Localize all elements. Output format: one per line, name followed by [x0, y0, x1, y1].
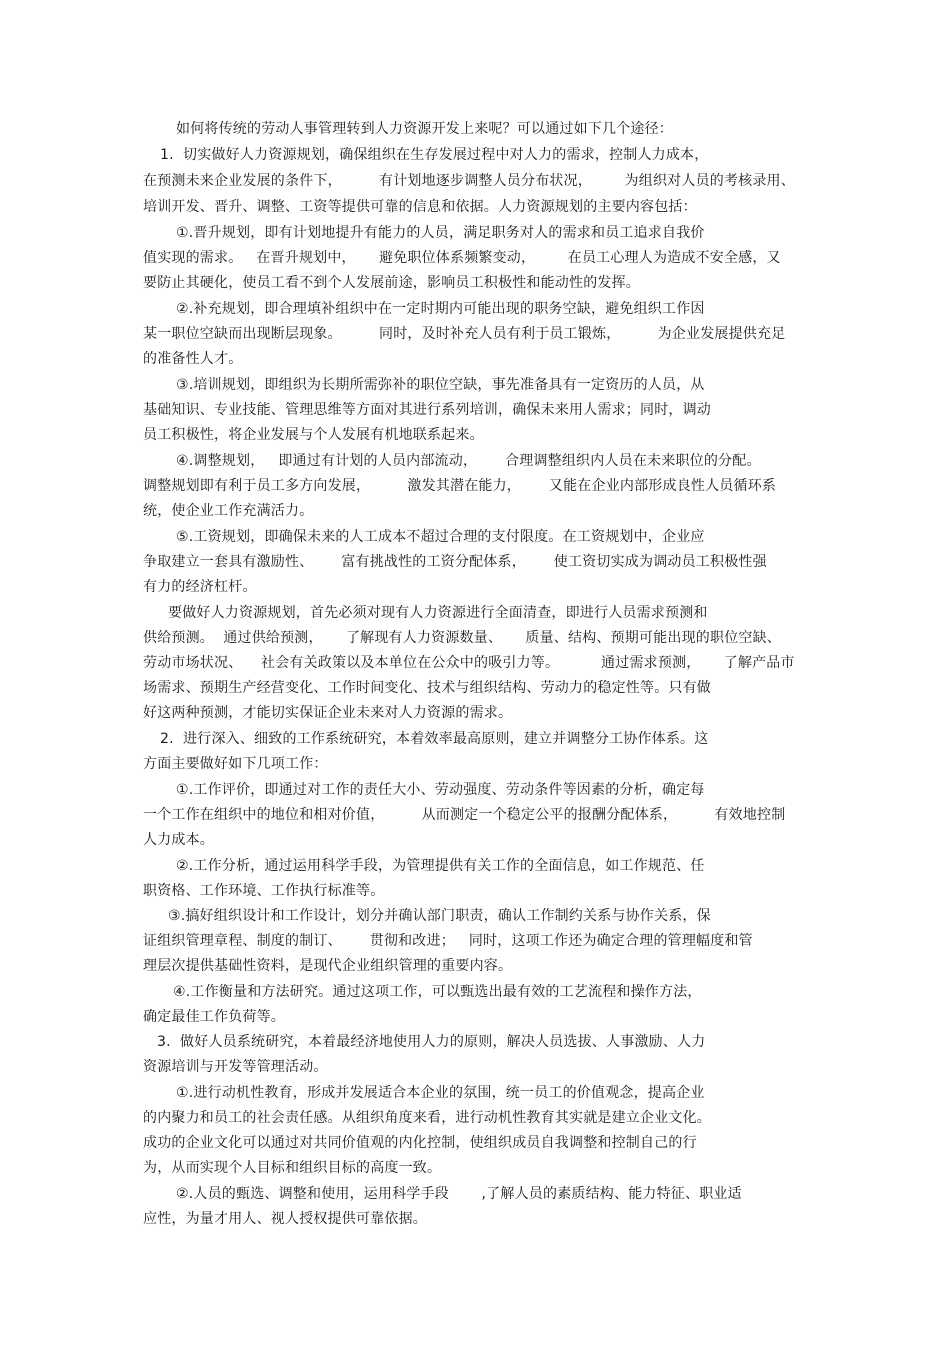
text-line: 如何将传统的劳动人事管理转到人力资源开发上来呢？可以通过如下几个途径： — [176, 121, 673, 137]
text-line: 有力的经济杠杆。 — [143, 579, 257, 595]
text-line: 2. 进行深入、细致的工作系统研究，本着效率最高原则，建立并调整分工协作体系。这 — [160, 731, 709, 747]
text-line: ③.培训规划，即组织为长期所需弥补的职位空缺，事先准备具有一定资历的人员，从 — [176, 377, 705, 393]
text-line: 的准备性人才。 — [143, 351, 243, 367]
text-line: 争取建立一套具有激励性、 富有挑战性的工资分配体系， 使工资切实成为调动员工积极性强 — [143, 554, 767, 570]
text-line: 某一职位空缺而出现断层现象。 同时，及时补充人员有利于员工锻炼， 为企业发展提供充足 — [143, 326, 786, 342]
text-line: ④.调整规划， 即通过有计划的人员内部流动， 合理调整组织内人员在未来职位的分配。 — [176, 453, 761, 469]
text-line: 培训开发、晋升、调整、工资等提供可靠的信息和依据。人力资源规划的主要内容包括： — [143, 199, 697, 215]
text-line: ①.工作评价，即通过对工作的责任大小、劳动强度、劳动条件等因素的分析，确定每 — [176, 782, 705, 798]
text-line: 劳动市场状况、 社会有关政策以及本单位在公众中的吸引力等。 通过需求预测， 了解产品市 — [143, 655, 795, 671]
text-line: 职资格、工作环境、工作执行标准等。 — [143, 883, 385, 899]
text-line: 场需求、预期生产经营变化、工作时间变化、技术与组织结构、劳动力的稳定性等。只有做 — [143, 680, 711, 696]
text-line: 证组织管理章程、制度的制订、 贯彻和改进； 同时，这项工作还为确定合理的管理幅度和管 — [143, 933, 753, 949]
text-line: 员工积极性，将企业发展与个人发展有机地联系起来。 — [143, 427, 484, 443]
text-line: 调整规划即有利于员工多方向发展， 激发其潜在能力， 又能在企业内部形成良性人员循环系 — [143, 478, 777, 494]
text-line: 要做好人力资源规划，首先必须对现有人力资源进行全面清查，即进行人员需求预测和 — [168, 605, 708, 621]
text-line: 成功的企业文化可以通过对共同价值观的内化控制，使组织成员自我调整和控制自己的行 — [143, 1135, 697, 1151]
text-line: 供给预测。 通过供给预测， 了解现有人力资源数量、 质量、结构、预期可能出现的职位空缺、 — [143, 630, 781, 646]
text-line: ②.人员的甄选、调整和使用，运用科学手段 ,了解人员的素质结构、能力特征、职业适 — [176, 1186, 742, 1202]
text-line: 值实现的需求。 在晋升规划中， 避免职位体系频繁变动， 在员工心理人为造成不安全感，又 — [143, 250, 781, 266]
text-line: ②.补充规划，即合理填补组织中在一定时期内可能出现的职务空缺，避免组织工作因 — [176, 301, 705, 317]
text-line: 统，使企业工作充满活力。 — [143, 503, 314, 519]
text-line: ①.进行动机性教育，形成并发展适合本企业的氛围，统一员工的价值观念，提高企业 — [176, 1085, 705, 1101]
text-line: ②.工作分析，通过运用科学手段，为管理提供有关工作的全面信息，如工作规范、任 — [176, 858, 705, 874]
text-line: 一个工作在组织中的地位和相对价值， 从而测定一个稳定公平的报酬分配体系， 有效地控制 — [143, 807, 786, 823]
text-line: 基础知识、专业技能、管理思维等方面对其进行系列培训，确保未来用人需求；同时，调动 — [143, 402, 711, 418]
text-line: 要防止其硬化，使员工看不到个人发展前途，影响员工积极性和能动性的发挥。 — [143, 275, 640, 291]
text-line: 理层次提供基础性资料，是现代企业组织管理的重要内容。 — [143, 958, 513, 974]
text-line: 人力成本。 — [143, 832, 214, 848]
text-line: 好这两种预测，才能切实保证企业未来对人力资源的需求。 — [143, 705, 513, 721]
text-line: 资源培训与开发等管理活动。 — [143, 1059, 328, 1075]
text-line: 3. 做好人员系统研究，本着最经济地使用人力的原则，解决人员选拔、人事激励、人力 — [157, 1034, 706, 1050]
text-line: 的内聚力和员工的社会责任感。从组织角度来看，进行动机性教育其实就是建立企业文化。 — [143, 1110, 711, 1126]
text-line: ⑤.工资规划，即确保未来的人工成本不超过合理的支付限度。在工资规划中，企业应 — [176, 529, 705, 545]
text-line: 1. 切实做好人力资源规划，确保组织在生存发展过程中对人力的需求，控制人力成本， — [160, 147, 709, 163]
text-line: ③.搞好组织设计和工作设计，划分并确认部门职责，确认工作制约关系与协作关系，保 — [168, 908, 711, 924]
text-line: 确定最佳工作负荷等。 — [143, 1009, 285, 1025]
text-line: 应性，为量才用人、视人授权提供可靠依据。 — [143, 1211, 427, 1227]
text-line: 在预测未来企业发展的条件下， 有计划地逐步调整人员分布状况， 为组织对人员的考核录用、 — [143, 173, 795, 189]
text-line: ④.工作衡量和方法研究。通过这项工作，可以甄选出最有效的工艺流程和操作方法， — [173, 984, 702, 1000]
text-line: 为，从而实现个人目标和组织目标的高度一致。 — [143, 1160, 442, 1176]
text-line: 方面主要做好如下几项工作： — [143, 756, 328, 772]
text-line: ①.晋升规划，即有计划地提升有能力的人员，满足职务对人的需求和员工追求自我价 — [176, 225, 705, 241]
